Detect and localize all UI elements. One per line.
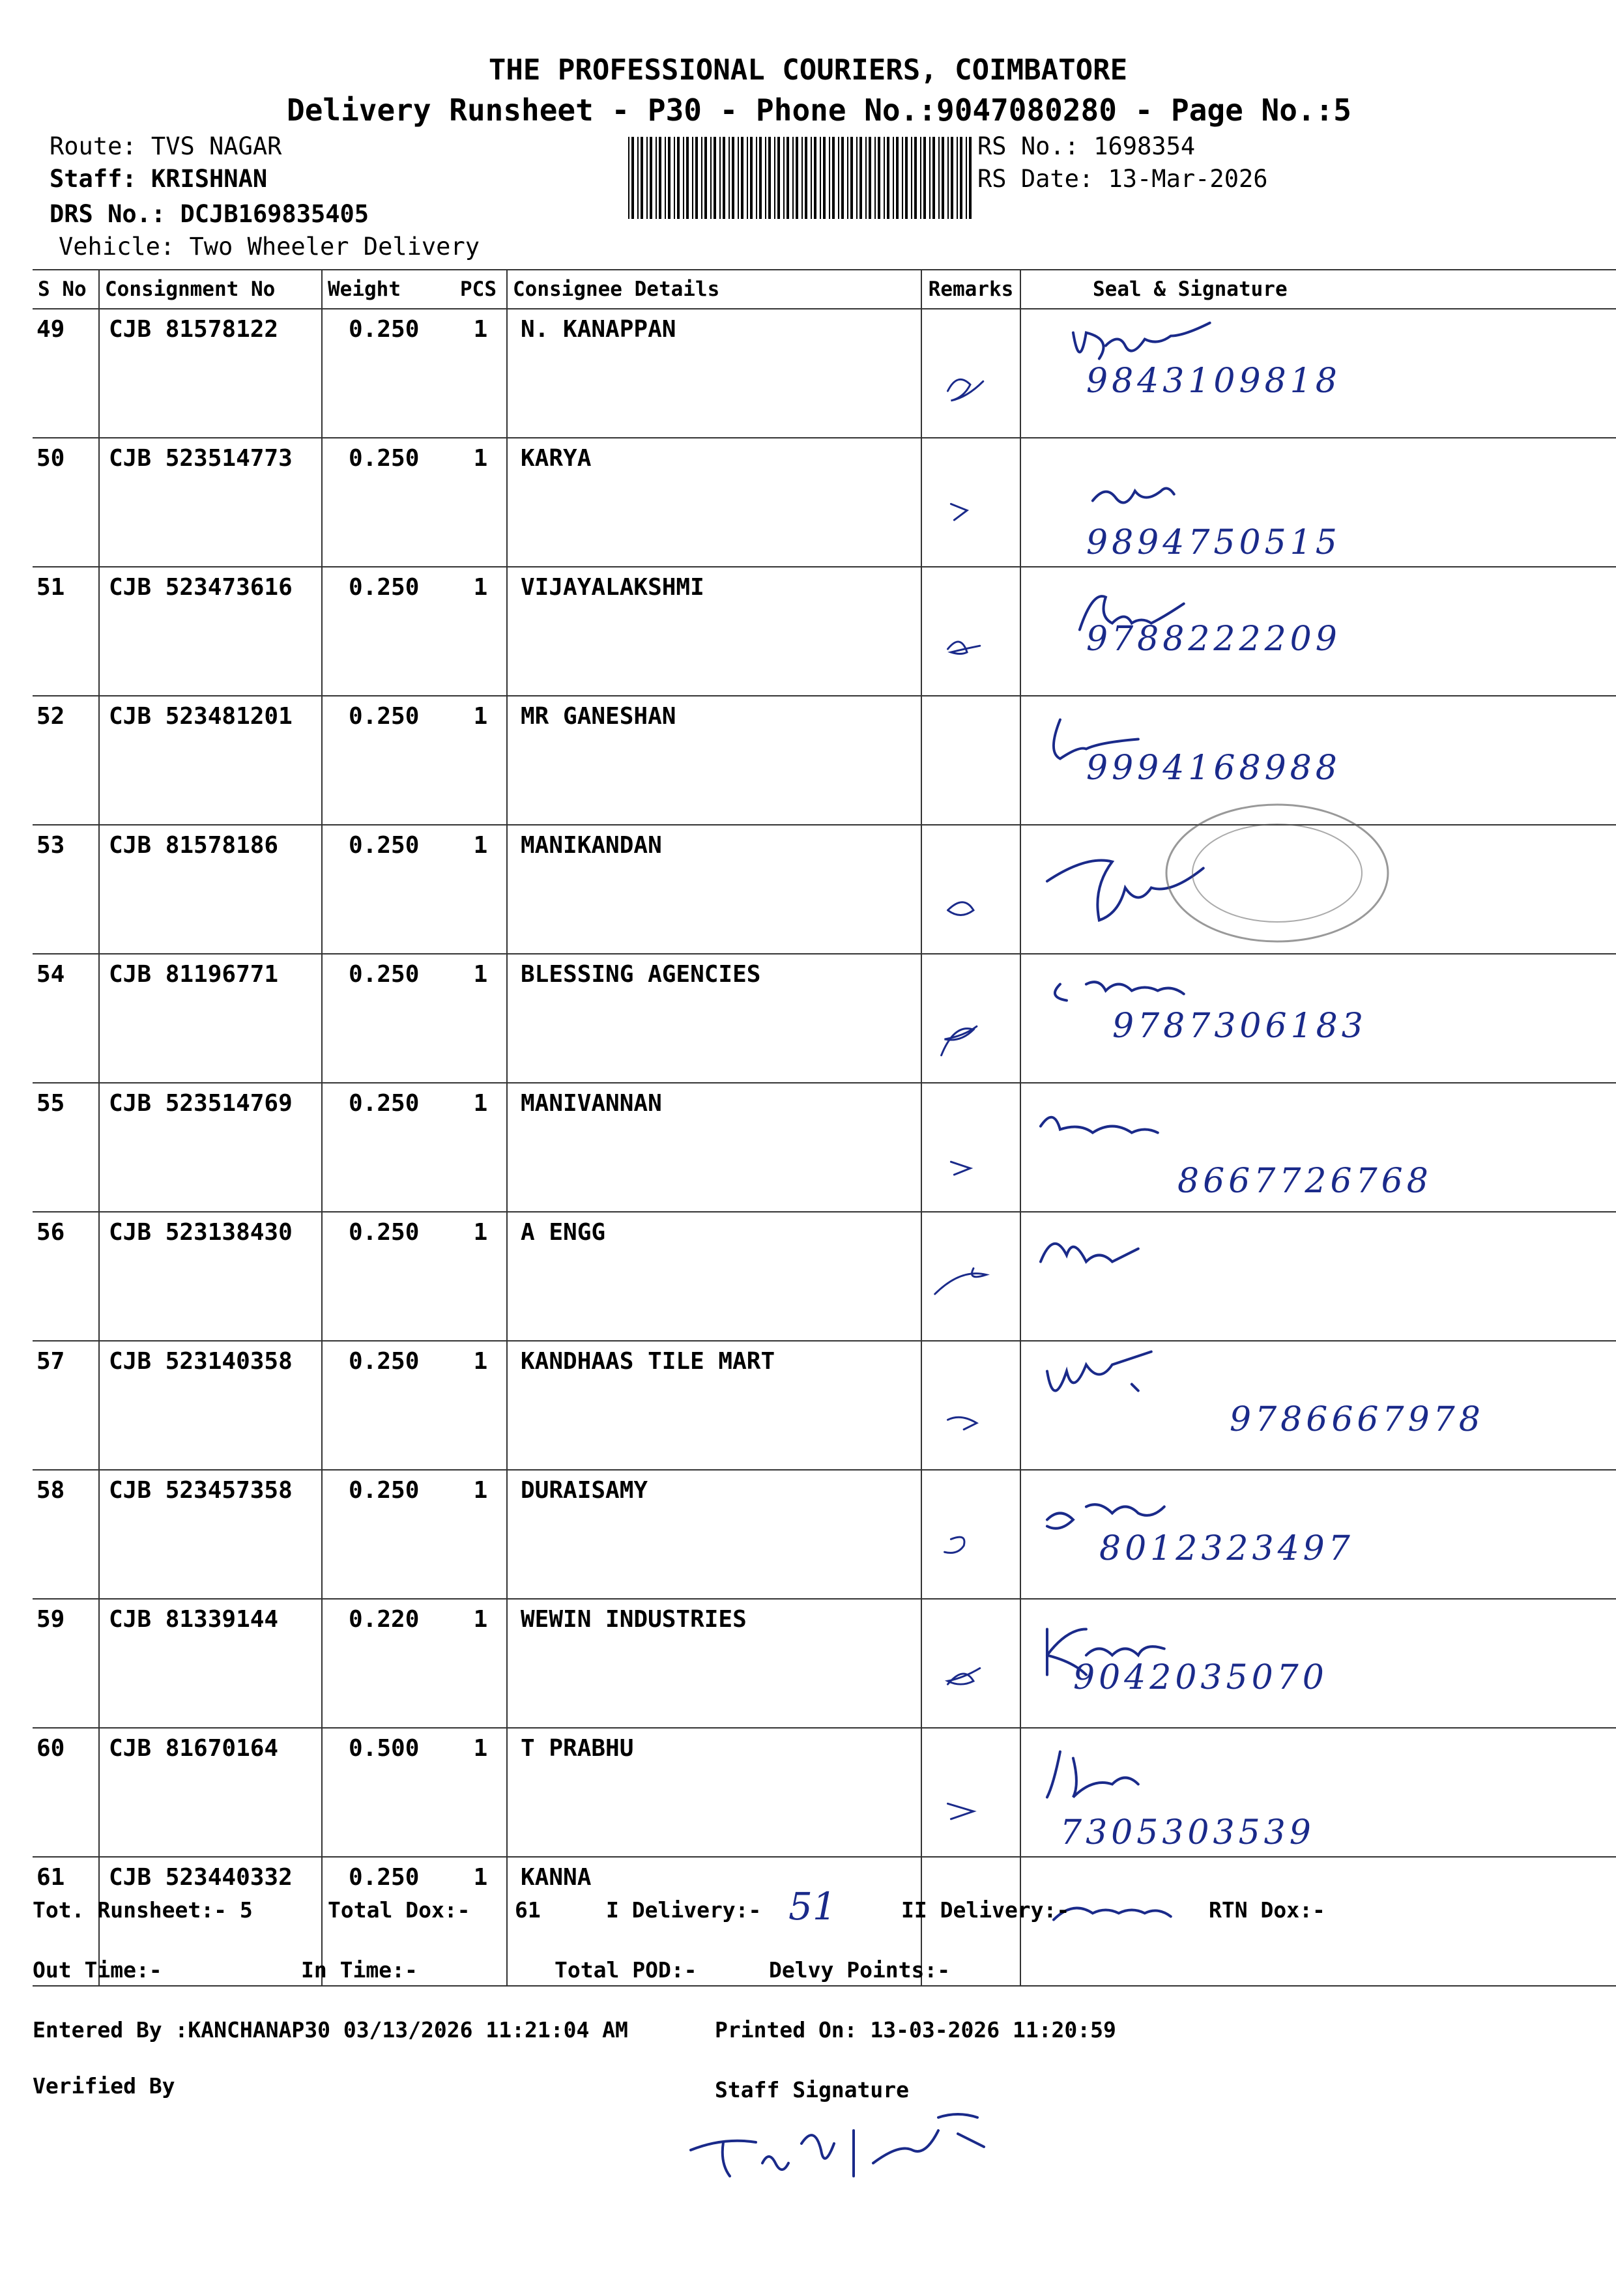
table-row xyxy=(33,1083,1616,1212)
barcode-bar xyxy=(811,137,812,219)
cell-consignee: MANIVANNAN xyxy=(507,1083,921,1212)
cell-weight: 0.250 xyxy=(322,567,455,696)
barcode-bar xyxy=(920,137,921,219)
cell-weight: 0.250 xyxy=(322,309,455,438)
cell-sno: 50 xyxy=(33,438,99,567)
table-row xyxy=(33,309,1616,438)
barcode-bar xyxy=(738,137,739,219)
cell-sno: 56 xyxy=(33,1212,99,1341)
barcode-bar xyxy=(659,137,661,219)
barcode-bar xyxy=(747,137,748,219)
barcode-bar xyxy=(732,137,734,219)
barcode-bar xyxy=(729,137,730,219)
cell-consignment-no: CJB 81196771 xyxy=(99,954,322,1083)
cell-sno: 55 xyxy=(33,1083,99,1212)
cell-pcs: 1 xyxy=(455,825,507,954)
total-dox-label: Total Dox:- xyxy=(328,1897,470,1923)
cell-seal-signature xyxy=(1020,1083,1616,1212)
delivery-table xyxy=(33,269,1616,1987)
barcode-bar xyxy=(723,137,725,219)
barcode-bar xyxy=(774,137,775,219)
cell-seal-signature xyxy=(1020,438,1616,567)
table-row xyxy=(33,1728,1616,1857)
cell-sno: 54 xyxy=(33,954,99,1083)
cell-remarks xyxy=(921,438,1020,567)
barcode-bar xyxy=(704,137,707,219)
cell-pcs: 1 xyxy=(455,1341,507,1470)
cell-seal-signature xyxy=(1020,1470,1616,1599)
rtn-dox-label: RTN Dox:- xyxy=(1209,1897,1325,1923)
cell-pcs: 1 xyxy=(455,309,507,438)
barcode-bar xyxy=(692,137,693,219)
barcode-bar xyxy=(665,137,666,219)
staff-signature-mark xyxy=(684,2104,1010,2189)
remark-tick-mark xyxy=(922,1729,1020,1856)
cell-consignee: KANDHAAS TILE MART xyxy=(507,1341,921,1470)
cell-consignment-no: CJB 523514769 xyxy=(99,1083,322,1212)
table-row xyxy=(33,1212,1616,1341)
col-sno: S No xyxy=(33,270,99,309)
barcode-bar xyxy=(631,137,634,219)
barcode-bar xyxy=(884,137,885,219)
cell-consignment-no: CJB 81339144 xyxy=(99,1599,322,1728)
i-delivery-label: I Delivery:- xyxy=(606,1897,762,1923)
remark-tick-mark xyxy=(922,1342,1020,1469)
barcode-bar xyxy=(765,137,766,219)
remark-tick-mark xyxy=(922,1083,1020,1211)
barcode-bar xyxy=(796,137,798,219)
barcode-bar xyxy=(929,137,931,219)
cell-pcs: 1 xyxy=(455,438,507,567)
table-row xyxy=(33,438,1616,567)
cell-sno: 58 xyxy=(33,1470,99,1599)
cell-consignee: BLESSING AGENCIES xyxy=(507,954,921,1083)
barcode-bar xyxy=(911,137,912,219)
company-stamp xyxy=(1147,795,1394,951)
delvy-points-label: Delvy Points:- xyxy=(769,1957,951,1983)
signature-mark xyxy=(1021,1213,1616,1340)
cell-weight: 0.250 xyxy=(322,696,455,825)
cell-seal-signature xyxy=(1020,954,1616,1083)
cell-seal-signature xyxy=(1020,1728,1616,1857)
out-time-label: Out Time:- xyxy=(33,1957,162,1983)
barcode-bar xyxy=(829,137,830,219)
vehicle-label: Vehicle: Two Wheeler Delivery xyxy=(59,233,480,261)
barcode-bar xyxy=(932,137,935,219)
cell-sno: 59 xyxy=(33,1599,99,1728)
barcode-bar xyxy=(966,137,967,219)
cell-sno: 57 xyxy=(33,1341,99,1470)
col-pcs: PCS xyxy=(455,270,507,309)
barcode-bar xyxy=(646,137,648,219)
barcode-bar xyxy=(856,137,858,219)
barcode-bar xyxy=(777,137,780,219)
barcode-bar xyxy=(710,137,712,219)
cell-sno: 49 xyxy=(33,309,99,438)
cell-seal-signature xyxy=(1020,309,1616,438)
barcode-bar xyxy=(823,137,826,219)
barcode-bar xyxy=(674,137,675,219)
barcode-bar xyxy=(960,137,962,219)
cell-consignee: T PRABHU xyxy=(507,1728,921,1857)
cell-sno: 61 xyxy=(33,1857,99,1986)
cell-remarks xyxy=(921,954,1020,1083)
runsheet-subtitle: Delivery Runsheet - P30 - Phone No.:9047080280 - Page No.:5 xyxy=(287,93,1351,128)
remark-tick-mark xyxy=(922,1213,1020,1340)
cell-consignment-no: CJB 81578122 xyxy=(99,309,322,438)
barcode-bar xyxy=(914,137,917,219)
handwritten-phone: 9786667978 xyxy=(1230,1400,1484,1439)
rs-number: RS No.: 1698354 xyxy=(977,132,1196,160)
handwritten-phone: 9788222209 xyxy=(1086,620,1341,659)
handwritten-phone: 9994168988 xyxy=(1086,749,1341,788)
barcode-bar xyxy=(887,137,889,219)
barcode-bar xyxy=(768,137,771,219)
barcode-bar xyxy=(869,137,871,219)
cell-weight: 0.250 xyxy=(322,1470,455,1599)
cell-consignment-no: CJB 523481201 xyxy=(99,696,322,825)
verified-by-label: Verified By xyxy=(33,2073,175,2099)
cell-pcs: 1 xyxy=(455,954,507,1083)
ii-delivery-label: II Delivery:- xyxy=(901,1897,1070,1923)
cell-pcs: 1 xyxy=(455,1083,507,1212)
barcode-bar xyxy=(923,137,926,219)
cell-sno: 52 xyxy=(33,696,99,825)
table-row xyxy=(33,1470,1616,1599)
handwritten-phone: 9894750515 xyxy=(1086,523,1341,562)
barcode-bar xyxy=(902,137,903,219)
col-consignee: Consignee Details xyxy=(507,270,921,309)
barcode xyxy=(627,137,977,219)
cell-weight: 0.250 xyxy=(322,438,455,567)
cell-sno: 51 xyxy=(33,567,99,696)
barcode-bar xyxy=(668,137,671,219)
cell-consignee: KARYA xyxy=(507,438,921,567)
barcode-bar xyxy=(832,137,835,219)
cell-seal-signature xyxy=(1020,1599,1616,1728)
cell-pcs: 1 xyxy=(455,1470,507,1599)
cell-pcs: 1 xyxy=(455,1212,507,1341)
tot-runsheet: Tot. Runsheet:- 5 xyxy=(33,1897,253,1923)
barcode-bar xyxy=(792,137,794,219)
col-seal-signature: Seal & Signature xyxy=(1020,270,1616,309)
route-label: Route: TVS NAGAR xyxy=(50,132,282,160)
cell-consignment-no: CJB 523140358 xyxy=(99,1341,322,1470)
col-consignment: Consignment No xyxy=(99,270,322,309)
cell-remarks xyxy=(921,825,1020,954)
cell-weight: 0.250 xyxy=(322,954,455,1083)
barcode-bar xyxy=(942,137,944,219)
handwritten-phone: 9843109818 xyxy=(1086,362,1341,401)
cell-remarks xyxy=(921,1083,1020,1212)
barcode-bar xyxy=(847,137,848,219)
handwritten-phone: 8012323497 xyxy=(1099,1529,1354,1568)
barcode-bar xyxy=(714,137,716,219)
barcode-bar xyxy=(695,137,698,219)
total-pod-label: Total POD:- xyxy=(555,1957,697,1983)
cell-pcs: 1 xyxy=(455,696,507,825)
rs-date: RS Date: 13-Mar-2026 xyxy=(977,165,1268,193)
cell-consignee: WEWIN INDUSTRIES xyxy=(507,1599,921,1728)
barcode-bar xyxy=(677,137,680,219)
barcode-bar xyxy=(905,137,908,219)
cell-consignment-no: CJB 81578186 xyxy=(99,825,322,954)
cell-consignment-no: CJB 523138430 xyxy=(99,1212,322,1341)
barcode-bar xyxy=(838,137,839,219)
handwritten-phone: 9787306183 xyxy=(1112,1007,1367,1046)
cell-remarks xyxy=(921,1599,1020,1728)
cell-consignee: DURAISAMY xyxy=(507,1470,921,1599)
cell-weight: 0.250 xyxy=(322,1341,455,1470)
cell-consignee: MANIKANDAN xyxy=(507,825,921,954)
handwritten-phone: 7305303539 xyxy=(1060,1813,1315,1852)
staff-label: Staff: KRISHNAN xyxy=(50,165,268,193)
barcode-bar xyxy=(859,137,862,219)
remark-tick-mark xyxy=(922,567,1020,695)
barcode-bar xyxy=(865,137,867,219)
barcode-bar xyxy=(783,137,785,219)
cell-weight: 0.250 xyxy=(322,825,455,954)
barcode-bar xyxy=(756,137,757,219)
barcode-bar xyxy=(947,137,949,219)
barcode-bar xyxy=(786,137,789,219)
table-header-row xyxy=(33,270,1616,309)
barcode-bar xyxy=(820,137,821,219)
cell-sno: 60 xyxy=(33,1728,99,1857)
cell-seal-signature xyxy=(1020,1341,1616,1470)
printed-on: Printed On: 13-03-2026 11:20:59 xyxy=(715,2017,1116,2043)
barcode-bar xyxy=(683,137,684,219)
cell-seal-signature xyxy=(1020,1212,1616,1341)
cell-remarks xyxy=(921,1341,1020,1470)
cell-consignment-no: CJB 523457358 xyxy=(99,1470,322,1599)
cell-weight: 0.250 xyxy=(322,1083,455,1212)
remark-tick-mark xyxy=(922,1471,1020,1598)
remark-tick-mark xyxy=(922,438,1020,566)
cell-pcs: 1 xyxy=(455,567,507,696)
barcode-bar xyxy=(896,137,899,219)
barcode-bar xyxy=(628,137,629,219)
barcode-bar xyxy=(719,137,721,219)
barcode-bar xyxy=(874,137,876,219)
barcode-bar xyxy=(801,137,803,219)
barcode-bar xyxy=(701,137,702,219)
cell-consignment-no: CJB 523440332 xyxy=(99,1857,322,1986)
barcode-bar xyxy=(759,137,762,219)
cell-remarks xyxy=(921,696,1020,825)
barcode-bar xyxy=(878,137,880,219)
cell-sno: 53 xyxy=(33,825,99,954)
cell-remarks xyxy=(921,1212,1020,1341)
entered-by: Entered By :KANCHANAP30 03/13/2026 11:21:04 AM xyxy=(33,2017,628,2043)
cell-consignment-no: CJB 81670164 xyxy=(99,1728,322,1857)
cell-consignee: MR GANESHAN xyxy=(507,696,921,825)
total-dox-value: 61 xyxy=(515,1897,541,1923)
barcode-bar xyxy=(951,137,953,219)
table-row xyxy=(33,954,1616,1083)
barcode-bar xyxy=(841,137,844,219)
cell-pcs: 1 xyxy=(455,1857,507,1986)
cell-seal-signature xyxy=(1020,567,1616,696)
barcode-bar xyxy=(750,137,753,219)
remark-tick-mark xyxy=(922,1600,1020,1727)
cell-weight: 0.220 xyxy=(322,1599,455,1728)
cell-weight: 0.250 xyxy=(322,1857,455,1986)
barcode-bar xyxy=(650,137,652,219)
cell-pcs: 1 xyxy=(455,1728,507,1857)
barcode-bar xyxy=(969,137,972,219)
barcode-bar xyxy=(637,137,639,219)
barcode-bar xyxy=(850,137,853,219)
barcode-bar xyxy=(814,137,816,219)
col-weight: Weight xyxy=(322,270,455,309)
cell-weight: 0.500 xyxy=(322,1728,455,1857)
barcode-bar xyxy=(957,137,958,219)
remark-tick-mark xyxy=(922,309,1020,437)
cell-pcs: 1 xyxy=(455,1599,507,1728)
barcode-bar xyxy=(656,137,657,219)
cell-remarks xyxy=(921,309,1020,438)
in-time-label: In Time:- xyxy=(301,1957,418,1983)
staff-signature-label: Staff Signature xyxy=(715,2077,910,2102)
barcode-bar xyxy=(686,137,689,219)
cell-consignee: A ENGG xyxy=(507,1212,921,1341)
cell-consignee: N. KANAPPAN xyxy=(507,309,921,438)
drs-number: DRS No.: DCJB169835405 xyxy=(50,200,369,228)
barcode-bar xyxy=(741,137,743,219)
table-row xyxy=(33,567,1616,696)
cell-remarks xyxy=(921,567,1020,696)
remark-tick-mark xyxy=(922,825,1020,953)
barcode-bar xyxy=(893,137,894,219)
cell-remarks xyxy=(921,1470,1020,1599)
barcode-bar xyxy=(938,137,940,219)
cell-consignee: VIJAYALAKSHMI xyxy=(507,567,921,696)
remark-tick-mark xyxy=(922,954,1020,1082)
barcode-bar xyxy=(641,137,643,219)
i-delivery-value: 51 xyxy=(788,1884,837,1929)
company-title: THE PROFESSIONAL COURIERS, COIMBATORE xyxy=(488,53,1128,87)
table-row xyxy=(33,1599,1616,1728)
cell-weight: 0.250 xyxy=(322,1212,455,1341)
cell-consignee: KANNA xyxy=(507,1857,921,1986)
handwritten-phone: 9042035070 xyxy=(1073,1658,1328,1697)
barcode-bar xyxy=(805,137,807,219)
table-row xyxy=(33,1341,1616,1470)
col-remarks: Remarks xyxy=(921,270,1020,309)
cell-consignment-no: CJB 523514773 xyxy=(99,438,322,567)
cell-remarks xyxy=(921,1728,1020,1857)
cell-consignment-no: CJB 523473616 xyxy=(99,567,322,696)
handwritten-phone: 8667726768 xyxy=(1177,1162,1432,1201)
